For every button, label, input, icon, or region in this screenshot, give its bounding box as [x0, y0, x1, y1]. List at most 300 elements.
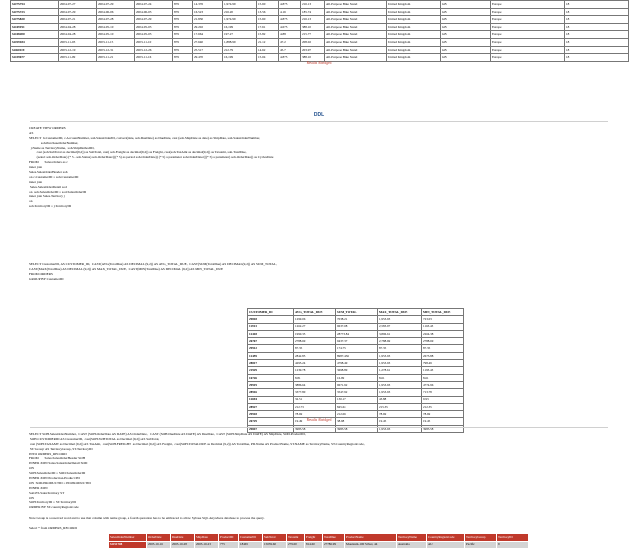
- table-cell: 4.875: [279, 1, 301, 9]
- table-cell: Pacific: [465, 541, 497, 549]
- table-cell: 197.27: [223, 31, 257, 39]
- table-row: [11, 1, 629, 9]
- table-row: [11, 46, 629, 54]
- column-header: AVG_TOTAL_DUE: [294, 309, 336, 316]
- table-cell: 2004-07-21: [59, 16, 97, 24]
- column-header: CUSTOMER_ID: [248, 309, 294, 316]
- table-cell: GB: [441, 31, 491, 39]
- table-row: [248, 367, 464, 374]
- table-cell: 879: [173, 38, 193, 46]
- table-cell: 78.69: [294, 411, 336, 418]
- table-cell: 13.56: [257, 8, 279, 16]
- table-cell: 19.49: [294, 418, 336, 425]
- table-cell: 7038.21: [336, 316, 378, 323]
- table-cell: 185.74: [301, 8, 325, 16]
- table-cell: 2003-11-15: [97, 38, 135, 46]
- code-line: SOH.CUSTOMERID AS CustomerID, cast(SOH.SUBTOTAL as Decimal (9,2)) AS SubTotal,: [29, 436, 160, 441]
- table-cell: 15.82: [257, 31, 279, 39]
- table-cell: 2004-04-28: [59, 31, 97, 39]
- table-cell: Mountain-100 Silver, 44: [345, 541, 397, 549]
- table-cell: 1,278.61: [378, 367, 422, 374]
- table-cell: Europe: [491, 54, 565, 62]
- table-cell: 212.79: [223, 46, 257, 54]
- table-cell: 14.62: [257, 46, 279, 54]
- ddl-code-block: [29, 126, 619, 209]
- column-header: TotalDue: [323, 534, 345, 542]
- table-cell: 1262.27: [294, 323, 336, 330]
- code-line: SELECT CustomerID, AS CUSTOMER_ID, CAST(AVG(TotalDue) AS DECIMAL (9,2)) AS AVG_TOTAL_DUE, CAST(SUM(TotalDue) AS DECIMAL(9,2)) AS SUM_TOTAL,: [29, 262, 277, 266]
- table-cell: 216.20: [223, 8, 257, 16]
- code-line: ORDER BY ST.countryRegionCode: [29, 505, 79, 510]
- table-cell: 2004-07-29: [59, 8, 97, 16]
- table-cell: 1,953.93: [378, 425, 422, 432]
- table-cell: 216.13: [301, 1, 325, 9]
- table-cell: 1,953.93: [378, 360, 422, 367]
- table-cell: 16,199: [223, 54, 257, 62]
- table-cell: 47.2: [279, 38, 301, 46]
- table-cell: 2003-11-21: [97, 54, 135, 62]
- table-cell: 2004-07-27: [59, 1, 97, 9]
- table-cell: All-Purpose Bike Stand: [325, 1, 387, 9]
- table-cell: 2004-07-29: [97, 1, 135, 9]
- table-cell: 2004-05-03: [135, 23, 173, 31]
- orders-record-table: [108, 533, 529, 549]
- table-row: [11, 8, 629, 16]
- table-cell: 15.60: [257, 16, 279, 24]
- table-cell: 87.35: [378, 345, 422, 352]
- code-line: on: [29, 199, 33, 204]
- column-header: Freight: [305, 534, 323, 542]
- table-cell: SO39677: [11, 54, 59, 62]
- table-cell: 2788.69: [422, 338, 464, 345]
- table-cell: 3,896.61: [378, 330, 422, 337]
- table-cell: 21.830: [193, 16, 223, 24]
- table-cell: 1,888.99: [223, 38, 257, 46]
- table-cell: 130.17: [336, 396, 378, 403]
- table-cell: 4.16: [279, 8, 301, 16]
- table-row: [11, 31, 629, 39]
- column-header: CustomerID: [239, 534, 263, 542]
- table-cell: GB: [441, 54, 491, 62]
- table-cell: 723.03: [422, 316, 464, 323]
- table-cell: 38.98: [336, 418, 378, 425]
- table-cell: 2003-11-16: [135, 54, 173, 62]
- code-line: INNER JOIN Sales.SalesOrderDetail SOD: [29, 461, 88, 466]
- table-cell: 2003-12-26: [135, 46, 173, 54]
- table-cell: 4.875: [279, 54, 301, 62]
- table-cell: 9637.08: [336, 323, 378, 330]
- table-cell: 27786.99: [323, 541, 345, 549]
- table-cell: 4295.24: [294, 360, 336, 367]
- table-cell: 2003-12-19: [59, 46, 97, 54]
- note-text: Note Group is a reserved word and to use that column with name group, a fourth quotation has to be embraced to allow Sybase SQL Anywhere database to process the query.: [29, 516, 265, 520]
- table-cell: United Kingdom: [387, 23, 441, 31]
- table-cell: AU: [427, 541, 465, 549]
- table-cell: 1239.78: [294, 367, 336, 374]
- code-line: inner join Sales.Territory j: [29, 194, 65, 199]
- table-cell: SO75723: [11, 8, 59, 16]
- table-cell: 879: [173, 8, 193, 16]
- column-header: TerritoryGroup: [465, 534, 497, 542]
- code-line: on c.CustomerID = soh.CustomerID: [29, 174, 79, 179]
- table-cell: 43.88: [378, 396, 422, 403]
- table-cell: 1,974.99: [223, 16, 257, 24]
- code-line: SOH.SalesOrderID = SOD.SalesOrderID: [29, 471, 86, 476]
- table-cell: 87.35: [294, 345, 336, 352]
- column-header: TerritoryID: [497, 534, 529, 542]
- table-cell: 879: [173, 1, 193, 9]
- table-row: [248, 374, 464, 381]
- table-cell: 32.51: [294, 396, 336, 403]
- table-cell: 9437.37: [336, 338, 378, 345]
- table-cell: 29.202: [193, 23, 223, 31]
- code-line: INNER JOIN Production.Product PD: [29, 476, 80, 481]
- table-cell: 4.675: [279, 23, 301, 31]
- code-line: AS: [29, 130, 34, 135]
- table-cell: 29847: [248, 425, 294, 432]
- table-cell: 21929: [248, 367, 294, 374]
- code-line: FROM Sales.Orders as c: [29, 160, 68, 165]
- table-cell: 11913: [248, 323, 294, 330]
- table-cell: 78.69: [422, 411, 464, 418]
- table-cell: 1,974.99: [223, 1, 257, 9]
- code-line: soh.TerritoryID = j.TerritoryID: [29, 204, 72, 209]
- table-cell: 18: [565, 16, 629, 24]
- table-cell: Europe: [491, 23, 565, 31]
- table-cell: 15.04: [257, 54, 279, 62]
- table-cell: 388.10: [301, 54, 325, 62]
- table-cell: 28916: [248, 389, 294, 396]
- table-cell: 78.69: [378, 411, 422, 418]
- table-cell: 1,953.93: [378, 352, 422, 359]
- table-cell: GB: [441, 8, 491, 16]
- column-header: SubTotal: [263, 534, 287, 542]
- table-cell: 215.77: [301, 31, 325, 39]
- table-cell: 16.523: [193, 8, 223, 16]
- code-line: ON SOD.PRODUCTID = PD.PRODUCTID: [29, 480, 91, 485]
- table-cell: 2004-05-10: [97, 23, 135, 31]
- table-cell: 3886.64: [294, 381, 336, 388]
- table-cell: 15.60: [257, 1, 279, 9]
- table-cell: 15039.60: [263, 541, 287, 549]
- table-cell: 216.13: [301, 16, 325, 24]
- table-cell: SO75820: [11, 16, 59, 24]
- table-row: [248, 338, 464, 345]
- table-cell: 16.99: [336, 374, 378, 381]
- code-line: ON: [29, 495, 34, 500]
- column-header: MAX_TOTAL_DUE: [378, 309, 422, 316]
- table-row: [248, 345, 464, 352]
- table-cell: All-Purpose Bike Stand: [325, 31, 387, 39]
- table-cell: 2004-07-29: [135, 16, 173, 24]
- table-cell: GB: [441, 38, 491, 46]
- table-cell: 713.78: [422, 389, 464, 396]
- table-cell: Europe: [491, 16, 565, 24]
- table-cell: 8.61: [422, 374, 464, 381]
- table-cell: 18: [565, 31, 629, 39]
- table-cell: 19.45: [422, 418, 464, 425]
- table-cell: 2,788.69: [378, 338, 422, 345]
- table-cell: 16726: [248, 374, 294, 381]
- table-row: [11, 16, 629, 24]
- table-cell: 879: [173, 31, 193, 39]
- table-cell: All-Purpose Bike Stand: [325, 54, 387, 62]
- column-header: SUM_TOTAL: [336, 309, 378, 316]
- column-header: ProductID: [219, 534, 239, 542]
- table-cell: 203.97: [301, 46, 325, 54]
- table-cell: 212.06: [336, 411, 378, 418]
- table-cell: 12459: [248, 352, 294, 359]
- table-cell: United Kingdom: [387, 31, 441, 39]
- table-cell: GB: [441, 46, 491, 54]
- table-cell: 29918: [248, 411, 294, 418]
- column-header: OrderDate: [147, 534, 171, 542]
- table-cell: All-Purpose Bike Stand: [325, 38, 387, 46]
- table-cell: Europe: [491, 31, 565, 39]
- results-caption-mid: Results Abridged: [306, 418, 332, 422]
- results-caption: Results Abridged: [306, 61, 332, 65]
- code-line: ST.'Group' AS TerritoryGroup, ST.TerritoryID: [29, 446, 93, 451]
- code-line: CAST(MAX(TotalDue) AS DECIMAL (9,2)) AS MAX_TOTAL_DUE, CAST(MIN(TotalDue) AS DECIMAL (9,2)) AS MIN_TOTAL_DUE: [29, 266, 224, 271]
- column-header: TaxAmt: [287, 534, 305, 542]
- table-row: [248, 403, 464, 410]
- code-line: ON: [29, 466, 34, 471]
- table-cell: 174.75: [336, 345, 378, 352]
- table-cell: 2003-12-31: [97, 46, 135, 54]
- table-cell: 775: [219, 541, 239, 549]
- table-row: [11, 38, 629, 46]
- code-line: cast (soh.SubTotal as decimal(9,2)) as SubTotal, cast( soh.Freight as decimal(9,2)) as Freight, cast(soh.TaxAmt as decimal(9,2)) as TaxAmt, soh.TotalDue,: [29, 150, 247, 155]
- table-cell: 2003-10-23: [195, 541, 219, 549]
- orders-results-table: [10, 0, 629, 62]
- table-cell: 2264.38: [422, 330, 464, 337]
- code-line: Sales.SalesOrderHeader soh: [29, 170, 68, 175]
- code-line: j.Name as TerritoryName, soh.ShipMethodID,: [29, 145, 95, 150]
- table-cell: Europe: [491, 8, 565, 16]
- divider: [30, 121, 608, 122]
- table-cell: 25.517: [193, 46, 223, 54]
- table-cell: 29.470: [193, 54, 223, 62]
- table-cell: 18: [565, 1, 629, 9]
- table-cell: United Kingdom: [387, 54, 441, 62]
- table-cell: 3547.92: [336, 389, 378, 396]
- code-line: cast (SOH.TAXAMT as Decimal (9,2)) AS TaxAmt, cast(SOH.FREIGHT as Decimal (9,2)) AS Freight, cast(SOH.TOTALDUE as Decimal (9,2)) AS TotalDue, PD.Name AS ProductName, ST.NAME as TerritoryName, ST.CountryRegionCode,: [29, 441, 365, 446]
- column-header: SalesOrderNumber: [109, 534, 147, 542]
- column-header: TerritoryName: [397, 534, 427, 542]
- table-cell: 4798.49: [336, 360, 378, 367]
- table-cell: United Kingdom: [387, 1, 441, 9]
- table-cell: SO59184: [11, 38, 59, 46]
- table-cell: United Kingdom: [387, 8, 441, 16]
- table-cell: 8987.436: [336, 352, 378, 359]
- table-cell: 12418: [248, 330, 294, 337]
- code-line: INNER JOIN: [29, 485, 48, 490]
- table-cell: 879: [173, 54, 193, 62]
- table-cell: GB: [441, 23, 491, 31]
- select-statement: Select * from ORDERS_RECORD: [29, 526, 77, 530]
- code-line: CREATE VIEW ORDERS: [29, 126, 66, 130]
- code-line: FROM ORDERS: [29, 271, 53, 276]
- table-cell: 17.61: [257, 23, 279, 31]
- table-cell: 3983.58: [336, 425, 378, 432]
- table-cell: 2004-06-03: [135, 8, 173, 16]
- table-cell: SO48200: [11, 31, 59, 39]
- table-cell: 2003-10-16: [147, 541, 171, 549]
- table-cell: 212.35: [422, 403, 464, 410]
- customer-totals-table: [247, 308, 464, 433]
- table-cell: 26729: [248, 418, 294, 425]
- table-cell: SO60119: [11, 46, 59, 54]
- table-cell: 2673.88: [422, 352, 464, 359]
- table-cell: 3983.58: [294, 425, 336, 432]
- table-cell: Europe: [491, 46, 565, 54]
- table-cell: United Kingdom: [387, 46, 441, 54]
- table-cell: 29818: [248, 316, 294, 323]
- table-cell: 2003-11-09: [59, 54, 97, 62]
- table-cell: SO75754: [11, 1, 59, 9]
- table-cell: 28773.84: [336, 330, 378, 337]
- column-header: CountryRegionCode: [427, 534, 465, 542]
- table-cell: All-Purpose Bike Stand: [325, 8, 387, 16]
- table-cell: GB: [441, 1, 491, 9]
- code-line: inner join: [29, 165, 43, 170]
- code-line: inner join: [29, 179, 43, 184]
- table-cell: 45.7: [279, 46, 301, 54]
- table-cell: 87.35: [422, 345, 464, 352]
- table-cell: 19.45: [378, 418, 422, 425]
- table-row: [248, 323, 464, 330]
- code-line: (select soh.OrderDate) (* 5 - soh.Status) soh.OrderDate/(((* 5) as period soh.OrderDate)) (* 5) a parameter soh.OrderDate/(((* 5) a parameter) soh.OrderDate)) as CyclesDate: [29, 155, 274, 160]
- table-cell: 1299.06: [294, 316, 336, 323]
- table-cell: 879: [173, 16, 193, 24]
- column-header: MIN_TOTAL_DUE: [422, 309, 464, 316]
- table-cell: 2,583.97: [378, 323, 422, 330]
- table-cell: 2003-11-03: [59, 38, 97, 46]
- table-cell: 215.35: [378, 403, 422, 410]
- table-row: [248, 316, 464, 323]
- table-cell: 845.61: [336, 403, 378, 410]
- table-cell: 28927: [248, 403, 294, 410]
- table-cell: 18: [565, 46, 629, 54]
- table-cell: 879: [173, 46, 193, 54]
- aggregate-query-block: [29, 262, 619, 282]
- column-header: ShipDate: [195, 534, 219, 542]
- table-cell: 18: [565, 8, 629, 16]
- table-row: [248, 396, 464, 403]
- code-line: SELECT SOH.SalesOrderNumber, CAST (SOH.OrderDate AS DATE) AS OrderDate, CAST (SOH.DueDate AS DATE) AS DueDate, CAST (SOH.ShipDate AS DATE) AS ShipDate, SOD.ProductID,: [29, 432, 306, 436]
- code-line: INTO ORDERS_RECORD: [29, 451, 67, 456]
- table-cell: GB: [441, 16, 491, 24]
- table-cell: United Kingdom: [387, 16, 441, 24]
- table-cell: 9: [497, 541, 529, 549]
- table-cell: 879: [173, 23, 193, 31]
- table-row: [248, 411, 464, 418]
- table-cell: 1990.35: [294, 330, 336, 337]
- table-cell: 3698.89: [336, 367, 378, 374]
- table-cell: 2004-05-10: [97, 31, 135, 39]
- table-cell: 18: [565, 38, 629, 46]
- table-cell: 27.640: [193, 38, 223, 46]
- table-row: [248, 352, 464, 359]
- code-line: soh.PurchaseOrderNumber,: [29, 140, 79, 145]
- table-cell: All-Purpose Bike Stand: [325, 46, 387, 54]
- table-cell: 18: [565, 23, 629, 31]
- table-cell: 1163.43: [422, 323, 464, 330]
- table-cell: 798.49: [422, 360, 464, 367]
- table-cell: 14.376: [193, 1, 223, 9]
- table-cell: 2004-07-28: [97, 16, 135, 24]
- section-heading: DDL: [313, 112, 325, 118]
- table-cell: 2004-07-24: [135, 1, 173, 9]
- code-line: SELECT h.CustomerID, c.AccountNumber, soh.SalesOrderID, convert(date, soh.DueDate) as DueDate, cast (soh.ShipDate as date) as ShipDate, soh.SalesOrderNumber,: [29, 135, 261, 140]
- table-cell: 16,199: [223, 23, 257, 31]
- table-cell: SO49191: [11, 23, 59, 31]
- column-header: DueDate: [171, 534, 195, 542]
- table-row: [248, 389, 464, 396]
- divider: [30, 427, 608, 428]
- table-row: [248, 330, 464, 337]
- table-row: [248, 381, 464, 388]
- table-cell: 1,953.93: [378, 381, 422, 388]
- table-cell: 2842.85: [294, 352, 336, 359]
- table-cell: All-Purpose Bike Stand: [325, 23, 387, 31]
- table-cell: 18465: [239, 541, 263, 549]
- table-cell: 29912: [248, 345, 294, 352]
- table-cell: 279.00: [287, 541, 305, 549]
- table-cell: 4774.96: [422, 381, 464, 388]
- table-cell: 3377.80: [294, 389, 336, 396]
- table-cell: SO51708: [109, 541, 147, 549]
- code-line: on soh.SalesOrderID = sod.SalesOrderID: [29, 189, 87, 194]
- table-cell: 4.875: [279, 16, 301, 24]
- table-cell: 208.02: [301, 38, 325, 46]
- table-cell: 2788.69: [294, 338, 336, 345]
- table-cell: 17.664: [193, 31, 223, 39]
- table-cell: 9671.92: [336, 381, 378, 388]
- column-header: ProductName: [345, 534, 397, 542]
- table-cell: 8.61: [378, 374, 422, 381]
- table-cell: 1193.43: [422, 367, 464, 374]
- table-cell: 388.10: [301, 23, 325, 31]
- table-cell: 9.93: [422, 396, 464, 403]
- table-cell: 2004-06-06: [97, 8, 135, 16]
- table-cell: 4.88: [279, 31, 301, 39]
- table-cell: Europe: [491, 1, 565, 9]
- table-cell: 26767: [248, 338, 294, 345]
- table-cell: 21.12: [257, 38, 279, 46]
- table-cell: 18: [565, 54, 629, 62]
- table-cell: All-Purpose Bike Stand: [325, 16, 387, 24]
- table-cell: 3983.58: [422, 425, 464, 432]
- table-row: [11, 23, 629, 31]
- select-into-query-block: [29, 432, 619, 510]
- code-line: SALES.SalesTerritory ST: [29, 490, 65, 495]
- table-cell: Europe: [491, 38, 565, 46]
- table-cell: 29919: [248, 381, 294, 388]
- table-cell: Australia: [397, 541, 427, 549]
- code-line: FROM Sales.SalesOrderHeader SOH: [29, 456, 86, 461]
- code-line: GROUP BY CustomerID: [29, 276, 64, 281]
- table-cell: 2004-05-03: [135, 31, 173, 39]
- table-cell: United Kingdom: [387, 38, 441, 46]
- table-cell: 1,953.93: [378, 316, 422, 323]
- code-line: SOH.TerritoryID = ST.TerritoryID: [29, 500, 76, 505]
- table-cell: 2003-11-10: [135, 38, 173, 46]
- table-cell: 1,953.93: [378, 389, 422, 396]
- table-cell: 2004-04-28: [59, 23, 97, 31]
- table-row: [248, 360, 464, 367]
- code-line: Sales.SalesOrderDetail sod: [29, 184, 67, 189]
